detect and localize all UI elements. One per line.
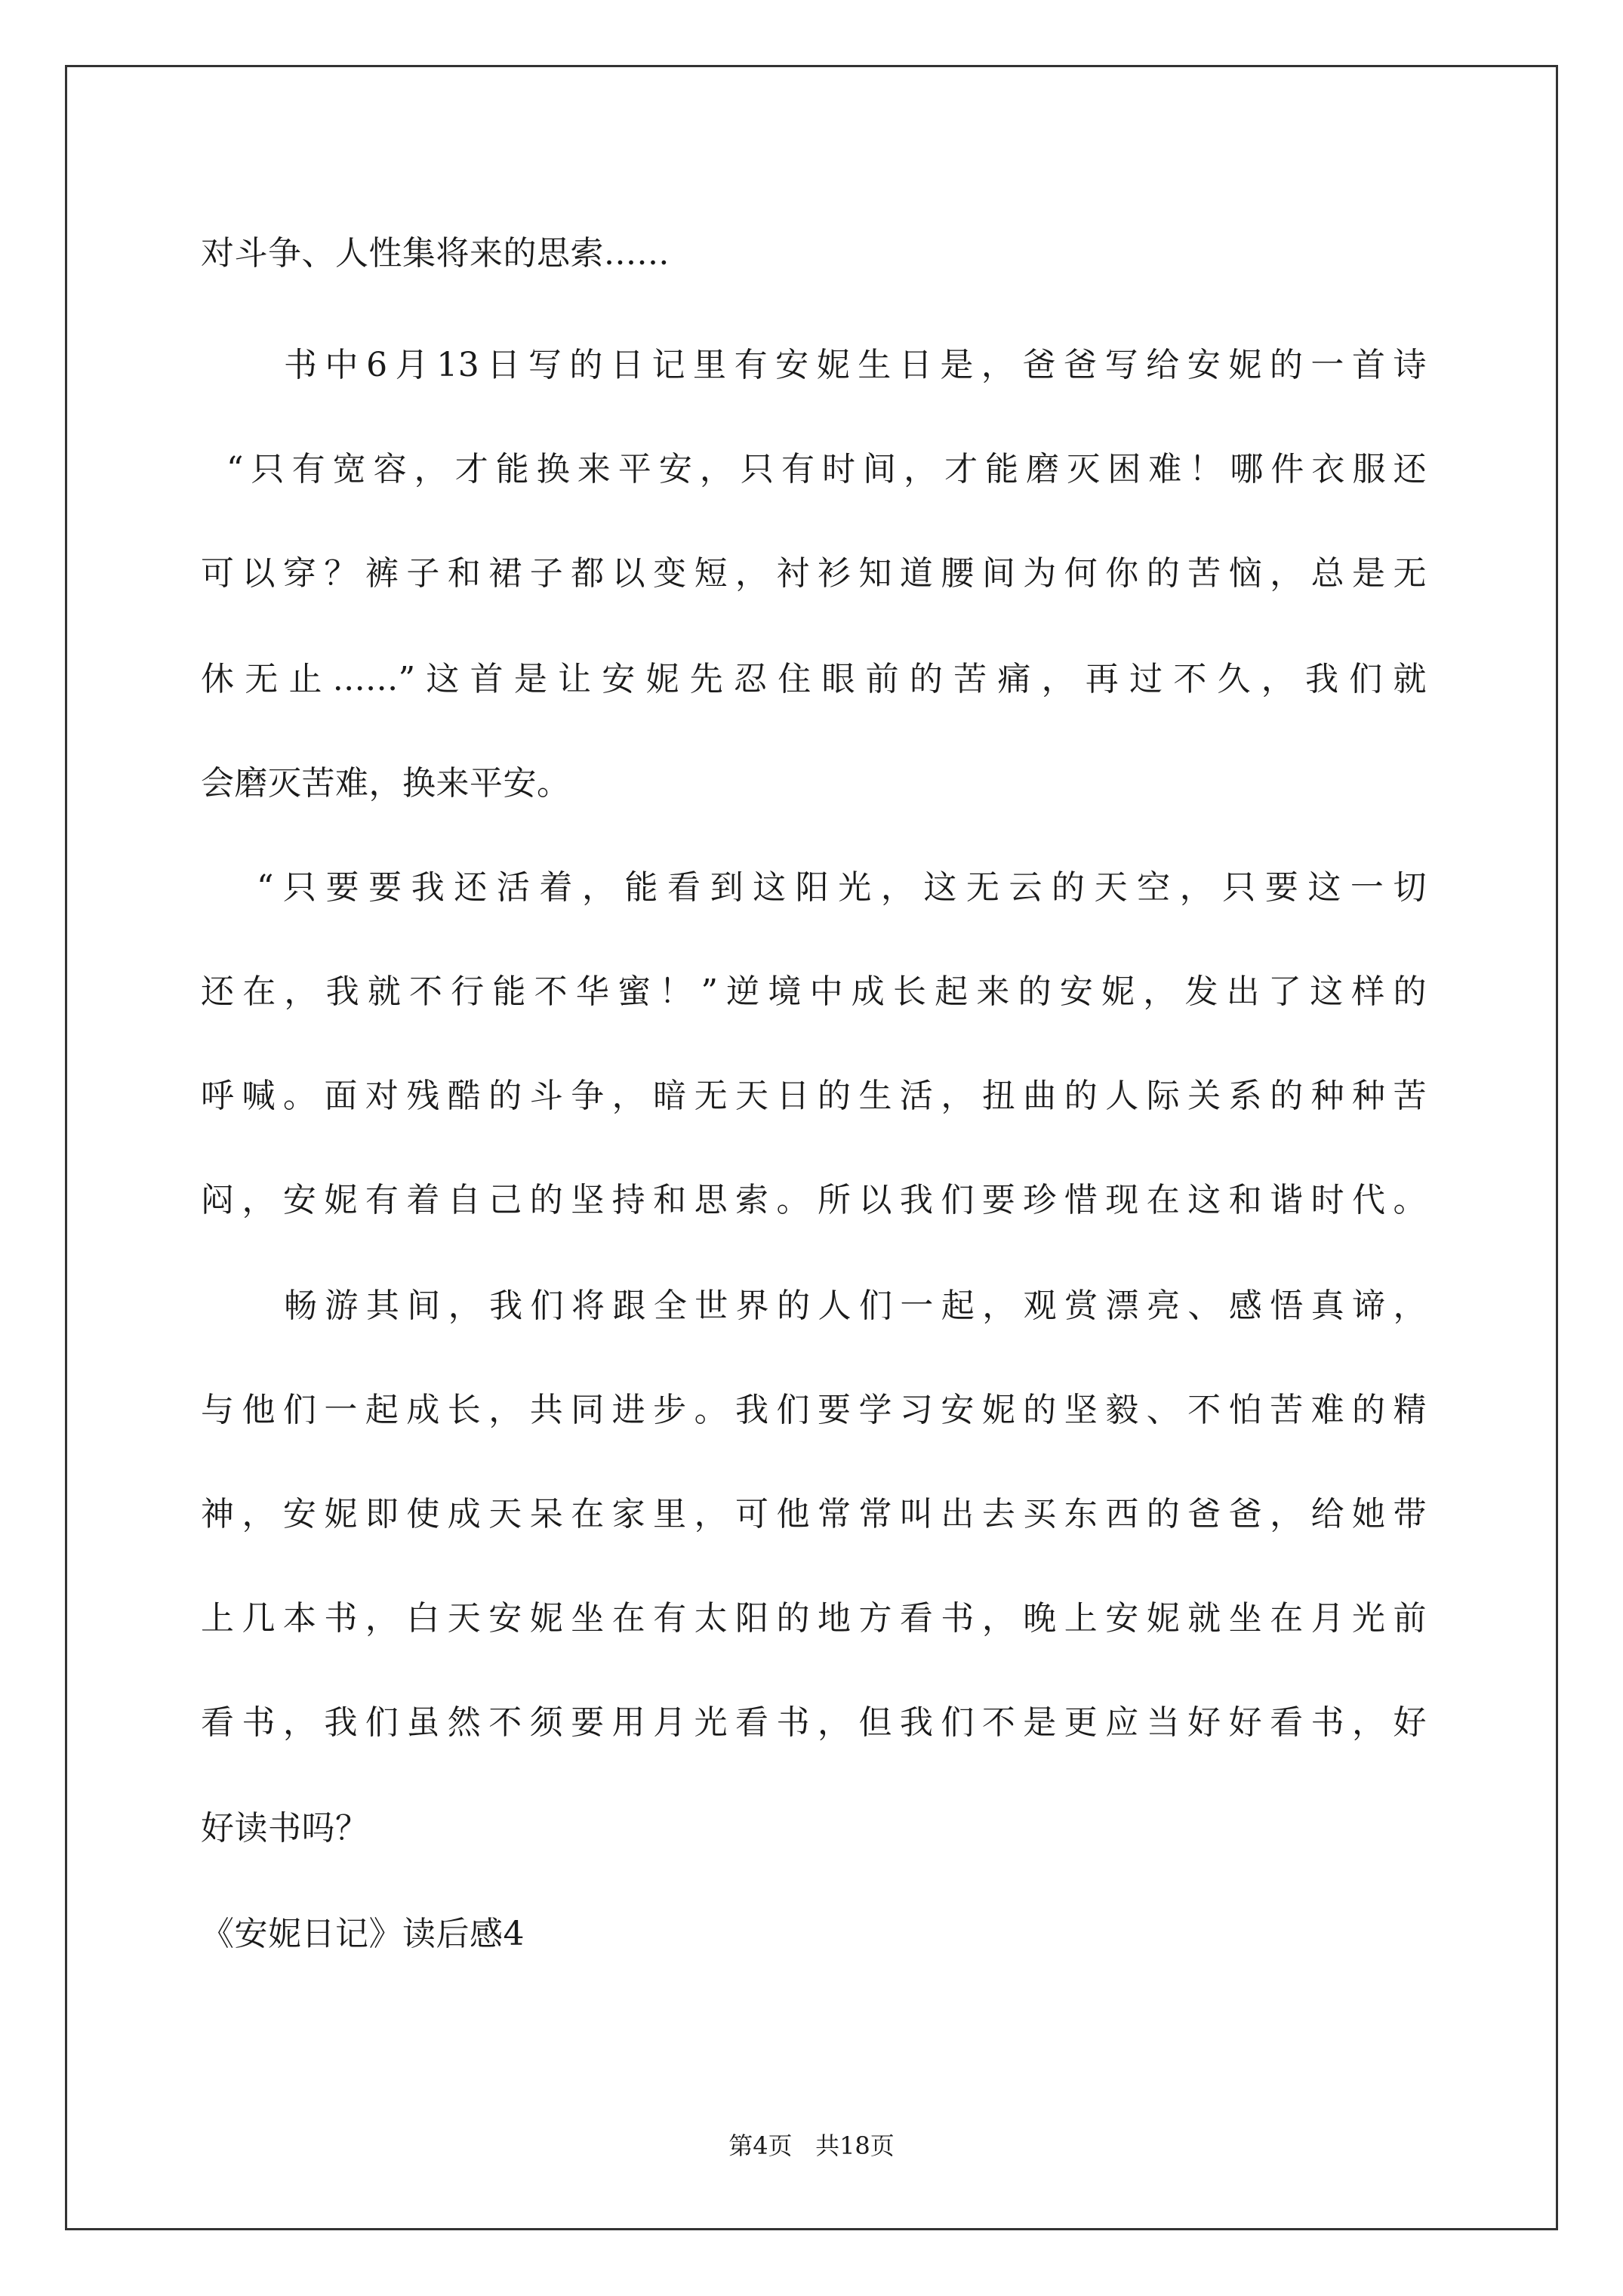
text-line: 上几本书，白天安妮坐在有太阳的地方看书，晚上安妮就坐在月光前	[201, 1599, 1427, 1638]
section-heading: 《安妮日记》读后感4	[201, 1915, 525, 1953]
text-line: 休无止......”这首是让安妮先忍住眼前的苦痛，再过不久，我们就	[201, 660, 1427, 698]
text-line: “只要要我还活着，能看到这阳光，这无云的天空，只要这一切	[257, 868, 1427, 907]
text-line: 好读书吗？	[201, 1809, 369, 1848]
text-line: 与他们一起成长，共同进步。我们要学习安妮的坚毅、不怕苦难的精	[201, 1391, 1427, 1429]
text-line: “只有宽容，才能换来平安，只有时间，才能磨灭困难！哪件衣服还	[226, 450, 1427, 488]
text-line: 呼喊。面对残酷的斗争，暗无天日的生活，扭曲的人际关系的种种苦	[201, 1077, 1427, 1115]
text-line: 看书，我们虽然不须要用月光看书，但我们不是更应当好好看书，好	[201, 1703, 1427, 1742]
page-border	[65, 65, 1558, 2230]
text-line: 神，安妮即使成天呆在家里，可他常常叫出去买东西的爸爸，给她带	[201, 1495, 1427, 1533]
page-number: 第4页 共18页	[728, 2131, 895, 2160]
text-line: 对斗争、人性集将来的思索......	[201, 234, 670, 273]
text-line: 书中6月13日写的日记里有安妮生日是，爸爸写给安妮的一首诗	[284, 346, 1427, 384]
text-line: 还在，我就不行能不华蜜！”逆境中成长起来的安妮，发出了这样的	[201, 972, 1427, 1011]
text-line: 会磨灭苦难，换来平安。	[201, 764, 571, 803]
text-line: 畅游其间，我们将跟全世界的人们一起，观赏漂亮、感悟真谛，	[284, 1287, 1427, 1325]
text-line: 闷，安妮有着自己的坚持和思索。所以我们要珍惜现在这和谐时代。	[201, 1181, 1427, 1219]
text-line: 可以穿？裤子和裙子都以变短，衬衫知道腰间为何你的苦恼，总是无	[201, 554, 1427, 593]
